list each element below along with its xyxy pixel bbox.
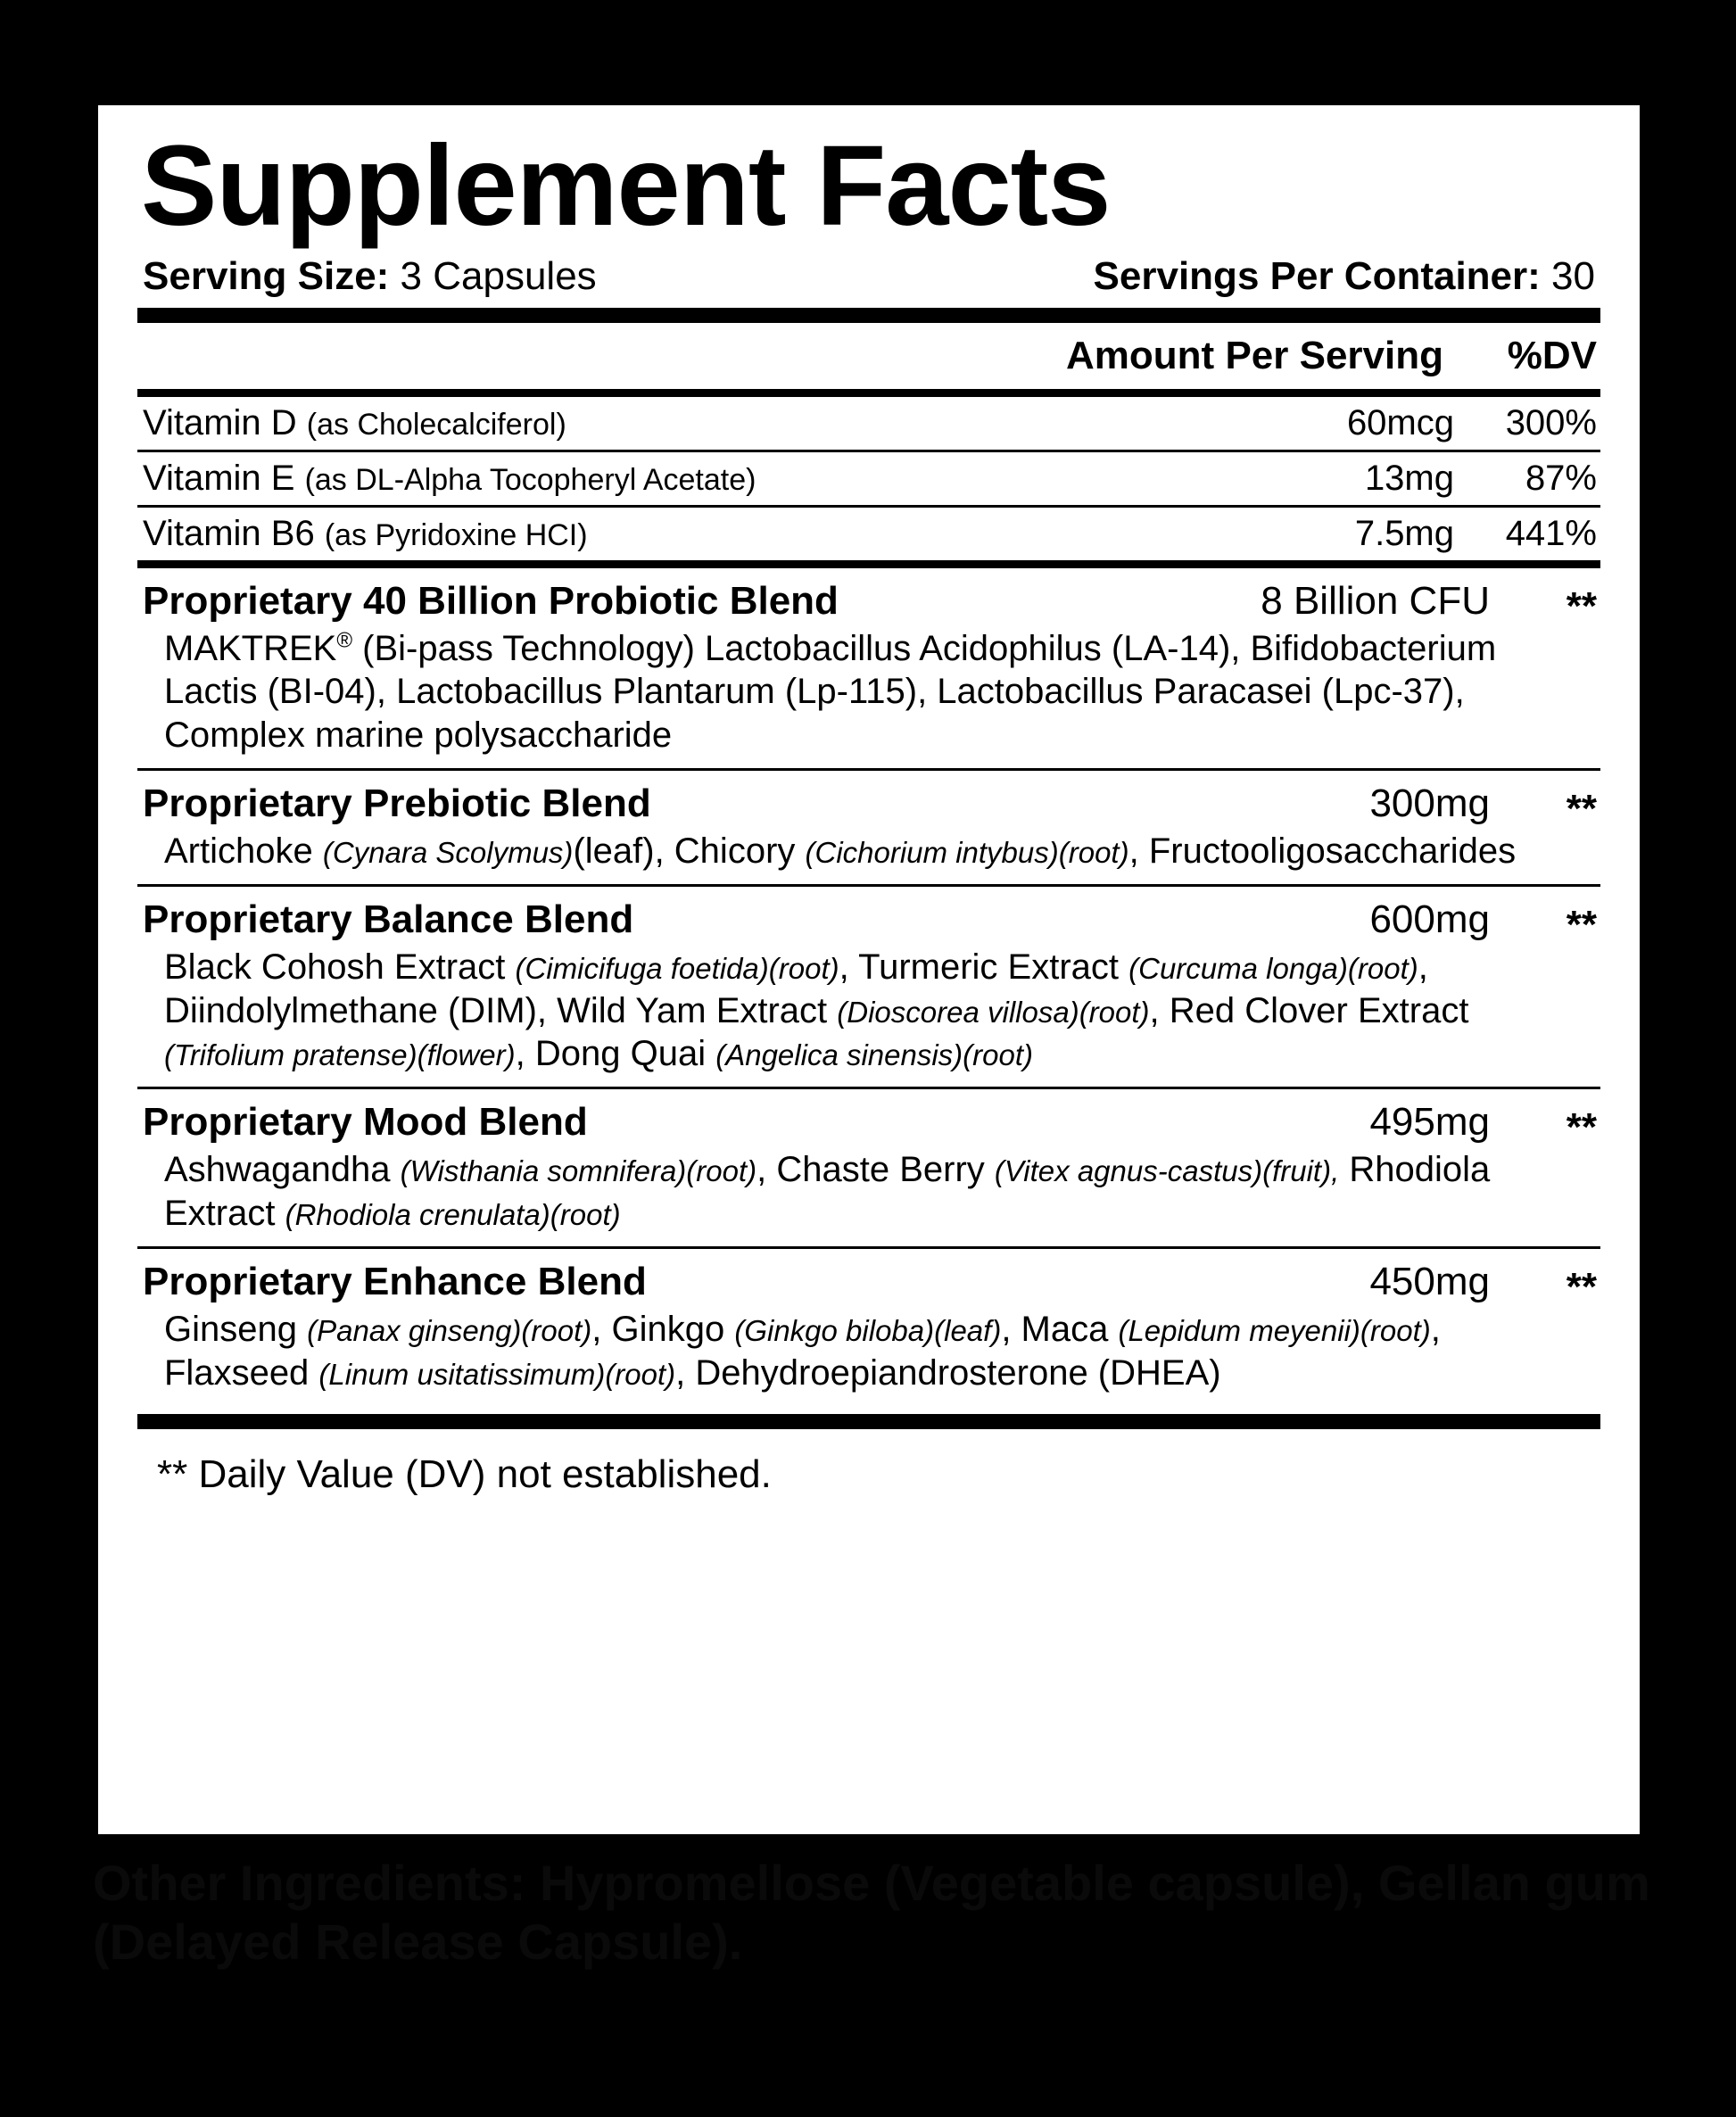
nutrient-amount: 13mg (1364, 458, 1454, 498)
servings-per-container-value: 30 (1551, 253, 1595, 298)
nutrient-name (143, 459, 1249, 499)
divider-med-2 (137, 560, 1600, 568)
table-row (137, 452, 1600, 505)
divider-thick-top (137, 308, 1600, 323)
serving-info-row (143, 254, 1595, 299)
blend-section (137, 771, 1600, 884)
blend-section (137, 887, 1600, 1087)
blend-section (137, 1249, 1600, 1406)
blend-amount: 600mg (1369, 897, 1490, 941)
blend-name: Proprietary Prebiotic Blend (143, 781, 651, 825)
table-row (137, 397, 1600, 450)
blend-header (137, 778, 1600, 831)
supplement-facts-panel (98, 105, 1640, 1834)
servings-per-container (1094, 254, 1595, 299)
nutrient-name-text: Vitamin E (143, 458, 295, 498)
serving-size-label: Serving Size: (143, 253, 390, 298)
blend-header (137, 1256, 1600, 1309)
amount-per-serving-header-row (137, 323, 1600, 389)
divider-med-1 (137, 389, 1600, 397)
nutrient-detail-text: (as DL-Alpha Tocopheryl Acetate) (304, 462, 756, 497)
blend-header (137, 894, 1600, 947)
blend-ingredients: Ashwagandha (Wisthania somnifera)(root), Chaste Berry (Vitex agnus-castus)(fruit), Rhodiola Extract (Rhodiola crenulata)(root) (164, 1150, 1491, 1233)
nutrient-detail-text: (as Pyridoxine HCI) (324, 517, 588, 552)
dv-header: %DV (1507, 333, 1597, 377)
amount-per-serving-header: Amount Per Serving (1066, 333, 1443, 377)
blend-amount: 300mg (1369, 781, 1490, 825)
blend-ingredients: MAKTREK® (Bi-pass Technology) Lactobacillus Acidophilus (LA-14), Bifidobacterium Lactis (BI-04), Lactobacillus Plantarum (Lp-115), Lactobacillus Paracasei (Lpc-37), Complex marine polysaccharide (164, 628, 1497, 756)
nutrient-amount: 7.5mg (1354, 513, 1454, 553)
blend-dv: ** (1566, 1105, 1597, 1150)
footnote: ** Daily Value (DV) not established. (157, 1452, 772, 1497)
blend-header (137, 575, 1600, 628)
blend-ingredients: Artichoke (Cynara Scolymus)(leaf), Chicory (Cichorium intybus)(root), Fructooligosaccharides (164, 831, 1517, 871)
blend-section (137, 568, 1600, 768)
blend-dv: ** (1566, 1264, 1597, 1309)
blend-amount: 8 Billion CFU (1261, 578, 1490, 623)
blend-section (137, 1089, 1600, 1246)
serving-size (143, 254, 597, 299)
nutrient-dv: 87% (1525, 458, 1597, 498)
nutrient-name (143, 514, 1249, 554)
blend-ingredients: Ginseng (Panax ginseng)(root), Ginkgo (Ginkgo biloba)(leaf), Maca (Lepidum meyenii)(root), Flaxseed (Linum usitatissimum)(root), Dehydroepiandrosterone (DHEA) (164, 1309, 1441, 1393)
blend-ingredients: Black Cohosh Extract (Cimicifuga foetida)(root), Turmeric Extract (Curcuma longa)(root), Diindolylmethane (DIM), Wild Yam Extract (Dioscorea villosa)(root), Red Clover Extract (Trifolium pratense)(flower), Dong Quai (Angelica sinensis)(root) (164, 947, 1469, 1074)
blend-dv: ** (1566, 786, 1597, 831)
blend-name: Proprietary 40 Billion Probiotic Blend (143, 578, 839, 623)
blend-name: Proprietary Enhance Blend (143, 1259, 647, 1303)
nutrient-dv: 300% (1505, 402, 1597, 442)
blend-name: Proprietary Balance Blend (143, 897, 634, 941)
blend-header (137, 1096, 1600, 1150)
nutrient-detail-text: (as Cholecalciferol) (306, 407, 566, 442)
other-ingredients: Other Ingredients: Hypromellose (Vegetable capsule), Gellan gum (Delayed Release Capsule). (93, 1855, 1650, 1970)
table-row (137, 508, 1600, 560)
nutrient-amount: 60mcg (1346, 402, 1454, 442)
blend-dv: ** (1566, 583, 1597, 628)
page-title: Supplement Facts (141, 122, 1111, 250)
divider-thick-bottom (137, 1414, 1600, 1429)
nutrient-name (143, 403, 1249, 443)
blend-dv: ** (1566, 902, 1597, 947)
blend-name: Proprietary Mood Blend (143, 1100, 588, 1145)
blend-amount: 450mg (1369, 1259, 1490, 1303)
nutrient-name-text: Vitamin B6 (143, 513, 315, 553)
nutrient-dv: 441% (1505, 513, 1597, 553)
blend-amount: 495mg (1369, 1100, 1490, 1145)
serving-size-value: 3 Capsules (400, 253, 597, 298)
nutrient-name-text: Vitamin D (143, 402, 297, 442)
servings-per-container-label: Servings Per Container: (1093, 253, 1541, 298)
